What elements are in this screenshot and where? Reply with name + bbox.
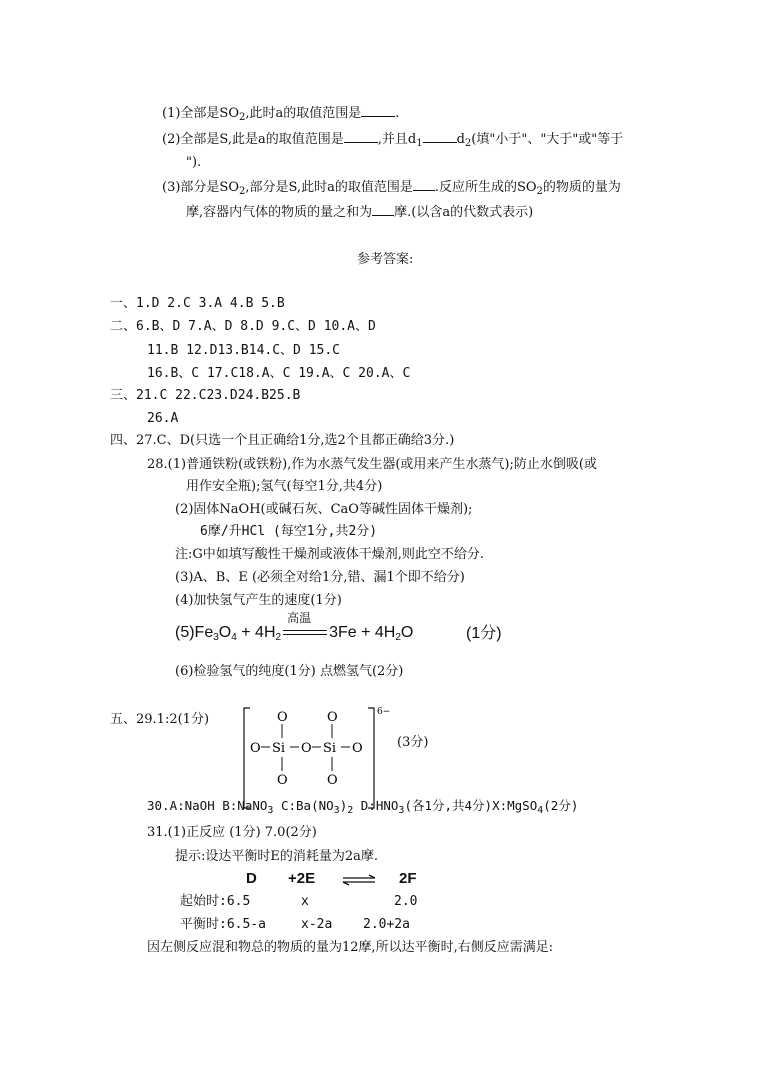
initial-row-label: 起始时:6.5: [180, 894, 251, 909]
answer-line: (2)固体NaOH(或碱石灰、CaO等碱性固体干燥剂);: [175, 502, 473, 517]
oxygen-atom: O: [301, 741, 312, 756]
answer-line: 28.(1)普通铁粉(或铁粉),作为水蒸气发生器(或用来产生水蒸气);防止水倒吸(或: [147, 457, 597, 472]
answer-blank: [413, 178, 435, 191]
answers-title: 参考答案:: [357, 252, 414, 267]
answer-line: 26.A: [147, 411, 179, 426]
silicon-atom: Si: [272, 741, 286, 756]
eq-species-d: D: [246, 870, 257, 887]
eq-species-e: +2E: [288, 870, 316, 887]
initial-row-f: 2.0: [394, 894, 418, 909]
oxygen-atom: O: [250, 741, 261, 756]
answer-blank: [344, 130, 378, 143]
equilibrium-row-f: 2.0+2a: [363, 917, 410, 932]
answer-line: 提示:设达平衡时E的消耗量为2a摩.: [175, 849, 379, 864]
answer-blank: [372, 203, 394, 216]
answer-line: 11.B 12.D13.B14.C、D 15.C: [147, 343, 341, 358]
answer-line: 四、27.C、D(只选一个且正确给1分,选2个且都正确给3分.): [110, 433, 455, 448]
equilibrium-row-label: 平衡时:6.5-a: [180, 917, 266, 932]
equation-5-score: (1分): [466, 625, 502, 642]
q3-part2-cont: ").: [186, 155, 202, 170]
initial-row-e: x: [301, 894, 309, 909]
answer-blank: [423, 130, 457, 143]
q3-part3-cont: 摩,容器内气体的物质的量之和为 摩.(以含a的代数式表示): [186, 205, 534, 220]
answer-line: 注:G中如填写酸性干燥剂或液体干燥剂,则此空不给分.: [175, 547, 485, 562]
answer-line: 因左侧反应混和物总的物质的量为12摩,所以达平衡时,右侧反应需满足:: [147, 940, 554, 955]
equilibrium-row-e: x-2a: [301, 917, 333, 932]
oxygen-atom: O: [277, 710, 288, 725]
oxygen-atom: O: [352, 741, 363, 756]
oxygen-atom: O: [327, 773, 338, 788]
right-bracket: [368, 708, 374, 808]
answer-line: (6)检验氢气的纯度(1分) 点燃氢气(2分): [175, 664, 404, 679]
answer-line: 二、6.B、D 7.A、D 8.D 9.C、D 10.A、D: [110, 319, 376, 334]
left-bracket: [244, 708, 250, 808]
equilibrium-arrow-icon: [342, 874, 376, 886]
equation-5: $(5)Fe_3O_4 + 4H_2$ 高温 $3Fe + 4H_2O$: [175, 610, 414, 643]
silicon-atom: Si: [323, 741, 337, 756]
q3-part2: (2)全部是S,此是a的取值范围是 ,并且$d_1$ $d_2$(填"小于"、"大于"或"等于: [162, 132, 624, 149]
answer-blank: [361, 104, 395, 117]
structure-score: (3分): [397, 735, 429, 750]
q3-part3: (3)部分是$SO_2$,部分是S,此时a的取值范围是 .反应所生成的$SO_2$的物质的量为: [162, 180, 621, 197]
oxygen-atom: O: [327, 710, 338, 725]
answer-line-30: 30.A:NaOH B:NaNO$_3$ $C:Ba(NO_3)_2$ $D:HNO_3$(各1分,共4分)X:MgSO$_4$(2分): [147, 798, 579, 816]
answer-line: 用作安全瓶);氢气(每空1分,共4分): [186, 479, 383, 494]
answer-line: 三、21.C 22.C23.D24.B25.B: [110, 388, 301, 403]
answer-line: 一、1.D 2.C 3.A 4.B 5.B: [110, 296, 285, 311]
answer-line: 16.B、C 17.C18.A、C 19.A、C 20.A、C: [147, 366, 411, 381]
answer-line: (4)加快氢气产生的速度(1分): [175, 593, 342, 608]
ion-charge: 6−: [377, 707, 391, 717]
eq-species-f: 2F: [399, 870, 417, 887]
answer-line: 五、29.1:2(1分): [110, 712, 210, 727]
answer-line: (3)A、B、E (必须全对给1分,错、漏1个即不给分): [175, 570, 465, 585]
equals-arrow: [283, 610, 327, 640]
answer-line: 31.(1)正反应 (1分) 7.0(2分): [147, 825, 317, 840]
q3-part1: (1)全部是$SO_2$,此时a的取值范围是 .: [162, 106, 400, 123]
oxygen-atom: O: [277, 773, 288, 788]
reaction-condition: 高温: [287, 610, 312, 625]
answer-line: 6摩/升HCl (每空1分,共2分): [200, 524, 378, 539]
